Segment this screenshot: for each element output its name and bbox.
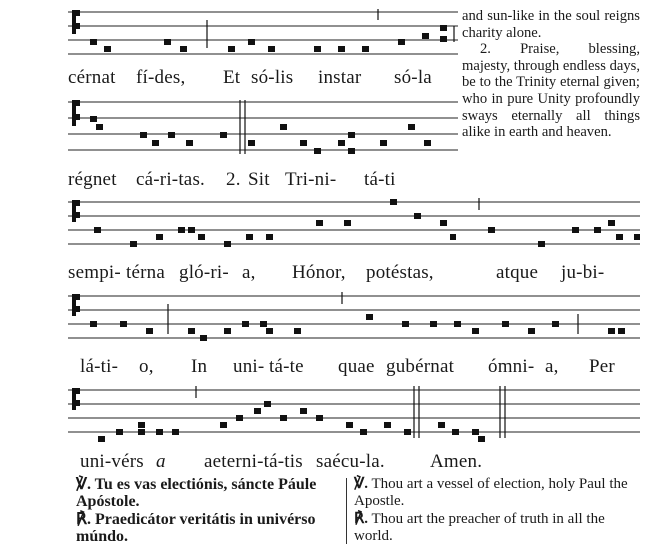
chant-staff-1 (68, 4, 458, 60)
chant-staff-4 (68, 290, 640, 348)
staff-3-notation (68, 196, 640, 256)
do-clef-icon (72, 200, 76, 222)
english-response (354, 511, 642, 545)
syllable: só-la (394, 67, 432, 88)
syllable: fí-des, (136, 67, 186, 88)
english-versicle (354, 476, 642, 510)
staff-5-notation (68, 384, 640, 446)
versicle-symbol: ℣. (354, 476, 369, 492)
syllable: Hónor, (292, 262, 346, 283)
syllable: a, (545, 356, 559, 377)
latin-response-text: Praedicátor veritátis in univérso múndo. (76, 511, 316, 545)
latin-response (76, 511, 340, 545)
lyric-line-1 (68, 67, 458, 89)
syllable: cá-ri-tas. (136, 169, 205, 190)
staff-4-notation (68, 290, 640, 348)
syllable: Sit (248, 169, 270, 190)
translation-text-1: and sun-like in the soul reigns charity alone. (462, 8, 640, 41)
versicle-english (354, 476, 642, 545)
staff-1-notation (68, 4, 458, 60)
syllable: tá-ti (364, 169, 396, 190)
do-clef-icon (72, 388, 76, 410)
latin-versicle (76, 476, 340, 510)
syllable: aeterni-tá-tis (204, 451, 303, 472)
syllable: saécu-la. (316, 451, 385, 472)
staff-2-notation (68, 96, 458, 160)
column-divider (346, 478, 347, 544)
lyric-line-3 (68, 262, 640, 284)
syllable: térna (126, 262, 165, 283)
syllable: gló-ri- (179, 262, 229, 283)
do-clef-icon (72, 294, 76, 316)
syllable: Tri-ni- (285, 169, 337, 190)
response-symbol: ℟. (354, 511, 369, 527)
english-versicle-text: Thou art a vessel of election, holy Paul the Apostle. (354, 476, 628, 509)
syllable: uni- (233, 356, 265, 377)
syllable: cérnat (68, 67, 116, 88)
lyric-line-5 (68, 451, 640, 473)
english-response-text: Thou art the preacher of truth in all the world. (354, 511, 605, 544)
syllable-italic: a (156, 451, 166, 472)
do-clef-icon (72, 10, 76, 34)
syllable: lá-ti- (80, 356, 119, 377)
syllable: Amen. (430, 451, 483, 472)
syllable: régnet (68, 169, 117, 190)
syllable: sempi- (68, 262, 121, 283)
syllable: Et (223, 67, 241, 88)
chant-staff-2 (68, 96, 458, 160)
translation-column (462, 8, 640, 141)
syllable: uni-vérs (80, 451, 144, 472)
syllable: ómni- (488, 356, 535, 377)
syllable: atque (496, 262, 539, 283)
syllable: o, (139, 356, 154, 377)
latin-versicle-text: Tu es vas electiónis, sáncte Páule Apóstole. (76, 476, 317, 510)
syllable: instar (318, 67, 362, 88)
chant-staff-3 (68, 196, 640, 256)
syllable: gubérnat (386, 356, 455, 377)
syllable: só-lis (251, 67, 294, 88)
chant-staff-5 (68, 384, 640, 446)
syllable: quae (338, 356, 375, 377)
versicle-latin (76, 476, 340, 545)
versicle-symbol: ℣. (76, 476, 91, 493)
syllable: 2. (226, 169, 241, 190)
syllable: ju-bi- (561, 262, 605, 283)
syllable: In (191, 356, 208, 377)
syllable: Per (589, 356, 615, 377)
do-clef-icon (72, 100, 76, 126)
syllable: tá-te (269, 356, 304, 377)
translation-text-2: 2. Praise, blessing, majesty, through endless days, be to the Trinity eternal given; who in pure Unity profoundly sways eternally all things alike in earth and heaven. (462, 41, 640, 141)
syllable: a, (242, 262, 256, 283)
response-symbol: ℟. (76, 511, 91, 528)
lyric-line-2 (68, 169, 458, 191)
syllable: potéstas, (366, 262, 434, 283)
lyric-line-4 (68, 356, 640, 378)
